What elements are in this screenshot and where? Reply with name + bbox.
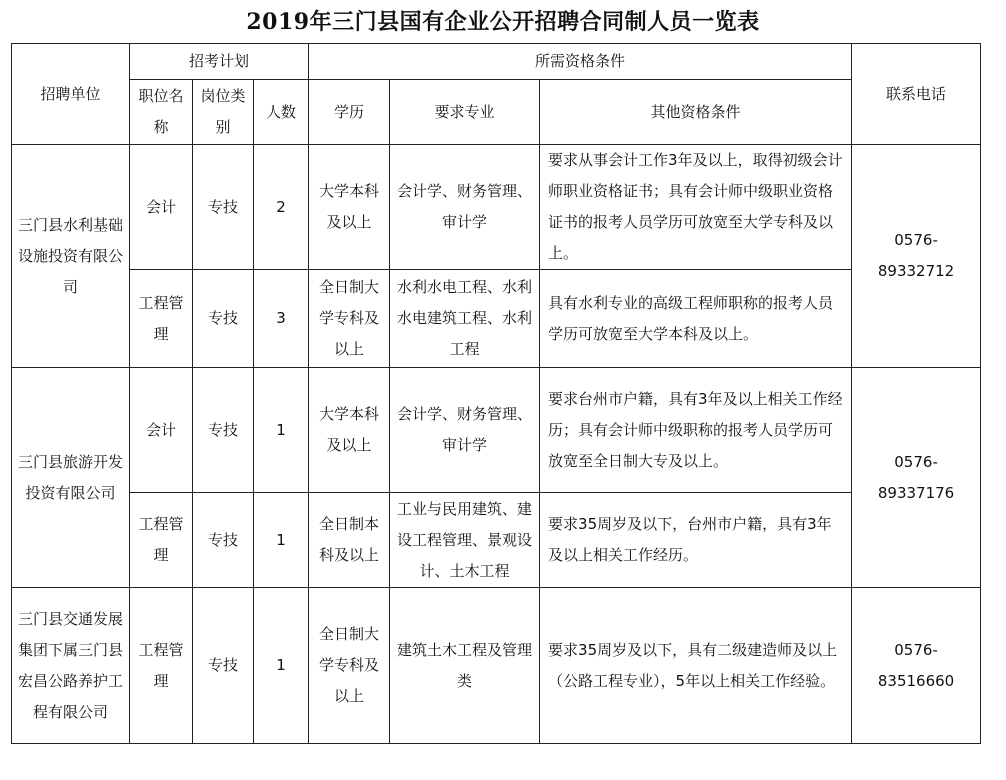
table-row bbox=[12, 270, 981, 368]
header-major: 要求专业 bbox=[390, 80, 540, 145]
header-row-2 bbox=[12, 80, 981, 145]
header-unit: 招聘单位 bbox=[12, 44, 130, 145]
position-count: 2 bbox=[254, 145, 309, 270]
header-position-name: 职位名称 bbox=[130, 80, 193, 145]
position-other: 要求35周岁及以下，具有二级建造师及以上（公路工程专业），5年以上相关工作经验。 bbox=[540, 588, 852, 744]
position-name: 工程管理 bbox=[130, 493, 193, 588]
contact-phone: 0576-89332712 bbox=[852, 145, 981, 368]
position-major: 工业与民用建筑、建设工程管理、景观设计、土木工程 bbox=[390, 493, 540, 588]
position-education: 大学本科及以上 bbox=[309, 145, 390, 270]
position-education: 全日制大学专科及以上 bbox=[309, 588, 390, 744]
position-count: 1 bbox=[254, 493, 309, 588]
unit-name: 三门县交通发展集团下属三门县宏昌公路养护工程有限公司 bbox=[12, 588, 130, 744]
position-name: 会计 bbox=[130, 368, 193, 493]
unit-name: 三门县旅游开发投资有限公司 bbox=[12, 368, 130, 588]
position-major: 会计学、财务管理、审计学 bbox=[390, 368, 540, 493]
unit-name: 三门县水利基础设施投资有限公司 bbox=[12, 145, 130, 368]
position-type: 专技 bbox=[193, 145, 254, 270]
position-type: 专技 bbox=[193, 368, 254, 493]
position-count: 1 bbox=[254, 588, 309, 744]
position-other: 要求35周岁及以下，台州市户籍，具有3年及以上相关工作经历。 bbox=[540, 493, 852, 588]
recruitment-table bbox=[11, 43, 981, 744]
table-row bbox=[12, 368, 981, 493]
contact-phone: 0576-83516660 bbox=[852, 588, 981, 744]
position-major: 会计学、财务管理、审计学 bbox=[390, 145, 540, 270]
header-count: 人数 bbox=[254, 80, 309, 145]
position-count: 1 bbox=[254, 368, 309, 493]
header-other: 其他资格条件 bbox=[540, 80, 852, 145]
contact-phone: 0576-89337176 bbox=[852, 368, 981, 588]
position-name: 工程管理 bbox=[130, 588, 193, 744]
header-requirements-group: 所需资格条件 bbox=[309, 44, 852, 80]
position-type: 专技 bbox=[193, 588, 254, 744]
position-other: 要求从事会计工作3年及以上，取得初级会计师职业资格证书；具有会计师中级职业资格证书的报考人员学历可放宽至大学专科及以上。 bbox=[540, 145, 852, 270]
table-row bbox=[12, 493, 981, 588]
position-other: 要求台州市户籍，具有3年及以上相关工作经历；具有会计师中级职称的报考人员学历可放宽至全日制大专及以上。 bbox=[540, 368, 852, 493]
position-name: 会计 bbox=[130, 145, 193, 270]
table-row bbox=[12, 145, 981, 270]
position-major: 水利水电工程、水利水电建筑工程、水利工程 bbox=[390, 270, 540, 368]
position-count: 3 bbox=[254, 270, 309, 368]
position-education: 全日制本科及以上 bbox=[309, 493, 390, 588]
header-plan-group: 招考计划 bbox=[130, 44, 309, 80]
header-contact: 联系电话 bbox=[852, 44, 981, 145]
header-education: 学历 bbox=[309, 80, 390, 145]
page-title: 2019年三门县国有企业公开招聘合同制人员一览表 bbox=[246, 9, 760, 35]
position-education: 大学本科及以上 bbox=[309, 368, 390, 493]
position-type: 专技 bbox=[193, 270, 254, 368]
table-row bbox=[12, 588, 981, 744]
position-name: 工程管理 bbox=[130, 270, 193, 368]
header-row-1 bbox=[12, 44, 981, 80]
position-other: 具有水利专业的高级工程师职称的报考人员学历可放宽至大学本科及以上。 bbox=[540, 270, 852, 368]
header-position-type: 岗位类别 bbox=[193, 80, 254, 145]
position-education: 全日制大学专科及以上 bbox=[309, 270, 390, 368]
position-type: 专技 bbox=[193, 493, 254, 588]
position-major: 建筑土木工程及管理类 bbox=[390, 588, 540, 744]
